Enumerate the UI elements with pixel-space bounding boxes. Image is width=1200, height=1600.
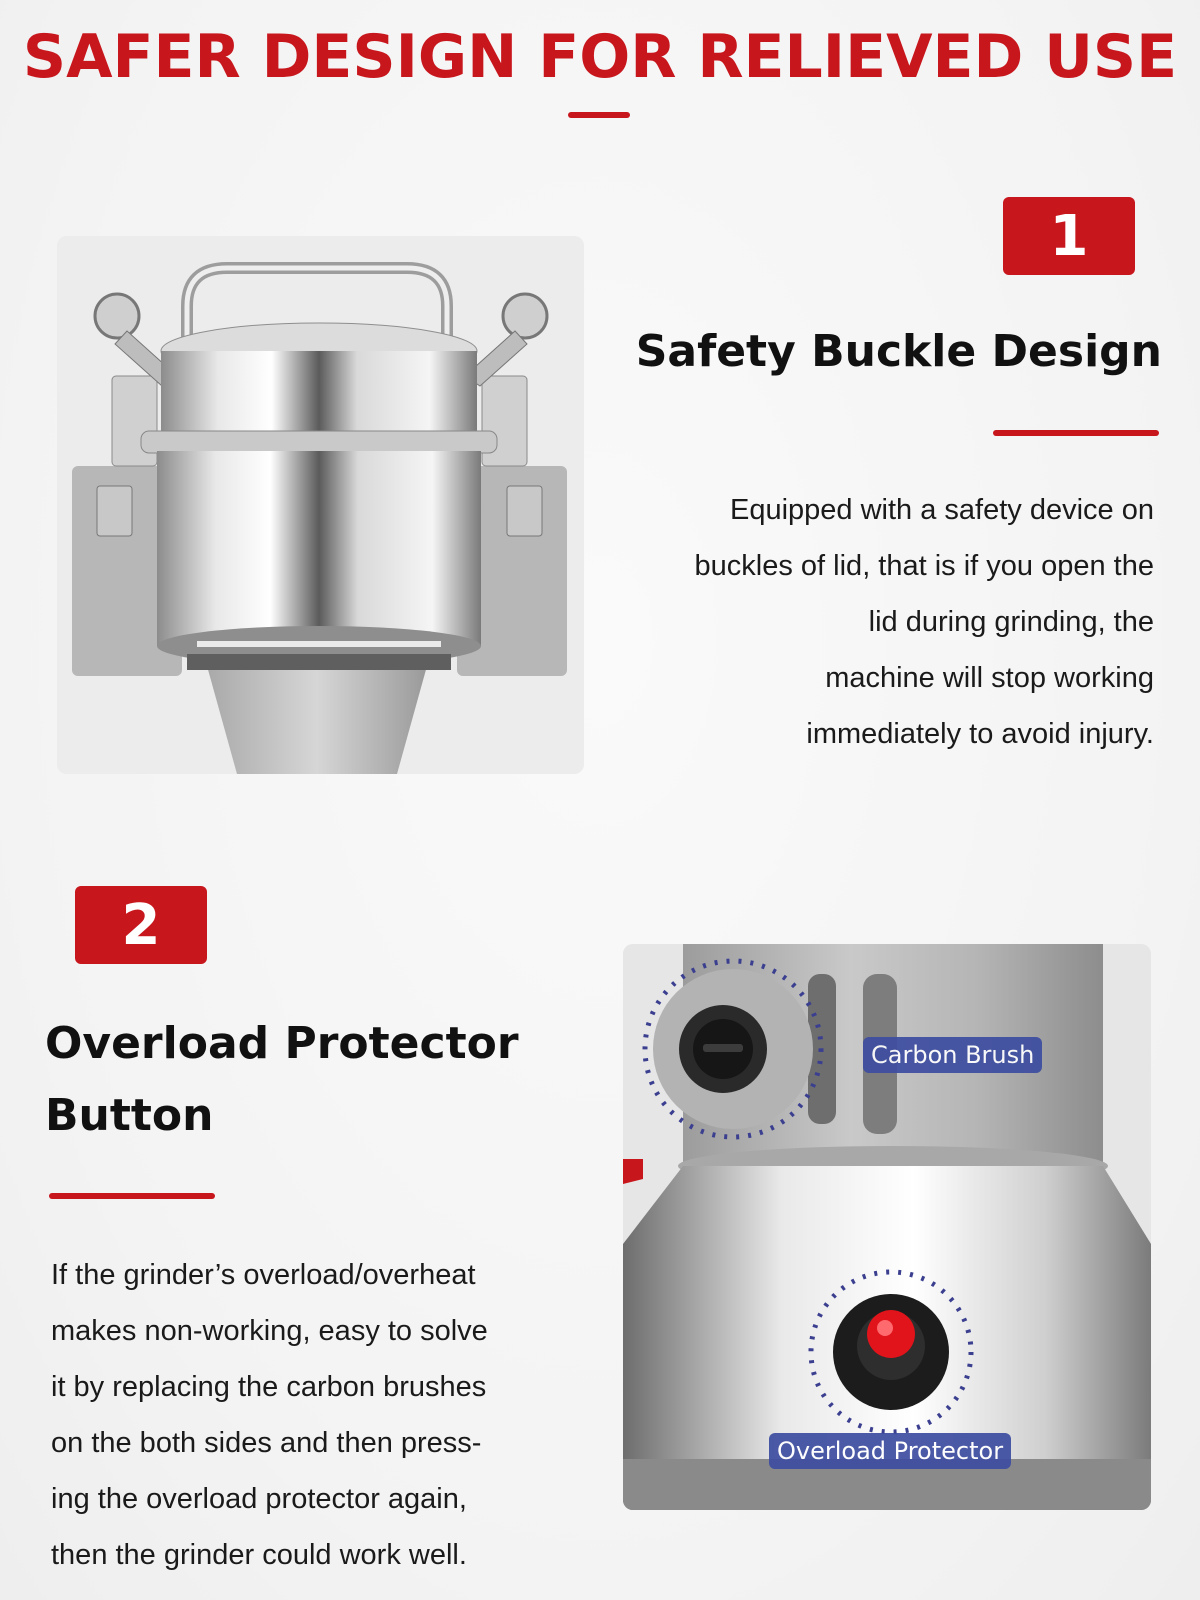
section-1-body-line: buckles of lid, that is if you open the (694, 550, 1154, 582)
section-2-body (51, 1247, 488, 1583)
section-2-number-badge: 2 (75, 886, 207, 964)
section-2-title (45, 1008, 519, 1152)
section-2-body-line: it by replacing the carbon brushes (51, 1371, 487, 1403)
section-2-body-line: then the grinder could work well. (51, 1539, 467, 1571)
overload-protector-label: Overload Protector (769, 1433, 1011, 1469)
section-1-body-line: Equipped with a safety device on (730, 494, 1154, 526)
section-1-title: Safety Buckle Design (635, 326, 1162, 377)
headline-underline (568, 112, 630, 118)
section-2-title-line: Button (45, 1090, 214, 1141)
section-1-body-line: immediately to avoid injury. (806, 718, 1154, 750)
section-1-body-line: lid during grinding, the (868, 606, 1154, 638)
safety-buckle-photo (57, 236, 584, 774)
section-1-body-line: machine will stop working (825, 662, 1154, 694)
page-headline: SAFER DESIGN FOR RELIEVED USE (22, 22, 1178, 92)
section-1-number-badge: 1 (1003, 197, 1135, 275)
section-2-body-line: If the grinder’s overload/overheat (51, 1259, 476, 1291)
section-2-body-line: makes non-working, easy to solve (51, 1315, 488, 1347)
section-2-body-line: on the both sides and then press- (51, 1427, 482, 1459)
section-1-body (695, 482, 1154, 762)
section-2-underline (49, 1193, 215, 1199)
grinder-lid-illustration (57, 236, 584, 774)
section-2-body-line: ing the overload protector again, (51, 1483, 467, 1515)
section-1-underline (993, 430, 1159, 436)
section-2-title-line: Overload Protector (45, 1018, 519, 1069)
overload-protector-photo (623, 944, 1151, 1510)
carbon-brush-label: Carbon Brush (863, 1037, 1042, 1073)
grinder-base-illustration (623, 944, 1151, 1510)
